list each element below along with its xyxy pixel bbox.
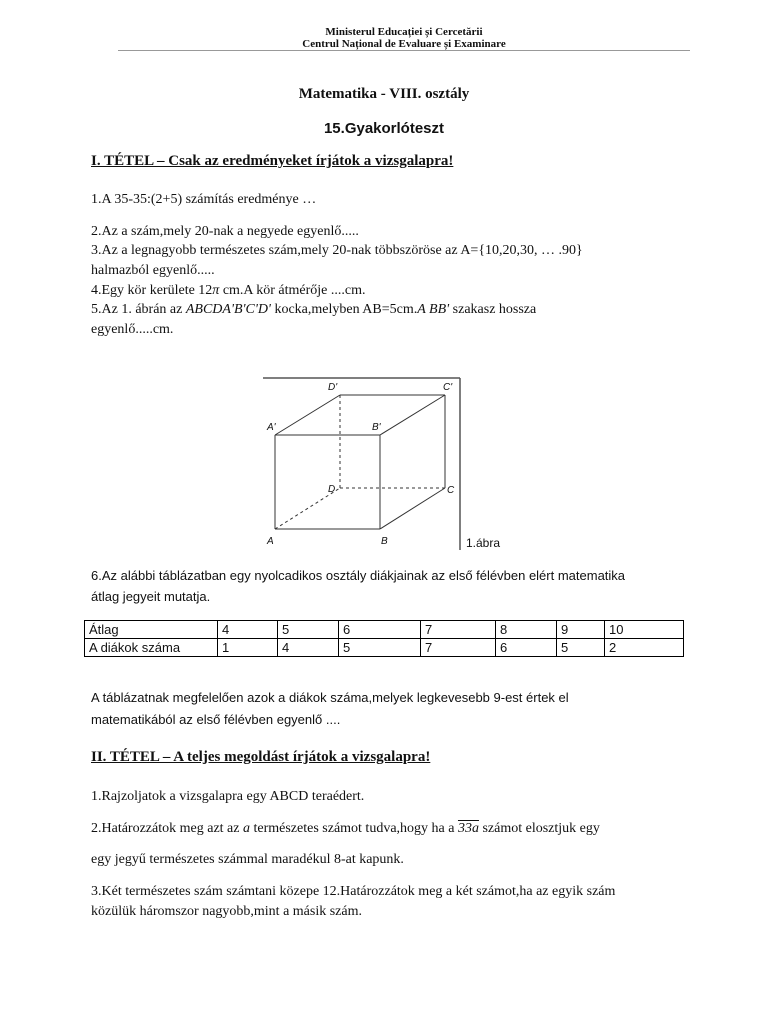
table-cell: 9 xyxy=(557,621,605,639)
test-subtitle: 15.Gyakorlóteszt xyxy=(323,120,445,137)
table-cell: 2 xyxy=(605,639,684,657)
table-cell: 5 xyxy=(557,639,605,657)
question-1-5-line2: egyenlő.....cm. xyxy=(91,322,174,337)
cube-figure xyxy=(255,372,515,554)
table-cell: 8 xyxy=(496,621,557,639)
label-aprime: A' xyxy=(267,422,276,433)
question-1-6-line1: 6.Az alábbi táblázatban egy nyolcadikos osztály diákjainak az első félévben elért matematika xyxy=(91,568,626,583)
section2-title: II. TÉTEL – A teljes megoldást írjátok a vizsgalapra! xyxy=(91,749,431,765)
table-cell: 7 xyxy=(421,621,496,639)
question-1-6-ask-line1: A táblázatnak megfelelően azok a diákok száma,melyek legkevesebb 9-est értek el xyxy=(91,690,569,705)
label-b: B xyxy=(381,536,388,547)
question-1-4 xyxy=(91,281,366,301)
table-cell: 4 xyxy=(218,621,278,639)
table-cell: 6 xyxy=(496,639,557,657)
table-row xyxy=(85,639,684,657)
q2-variable: a xyxy=(242,821,250,836)
q5-text-b: kocka,melyben AB=5cm. xyxy=(270,302,418,317)
label-a: A xyxy=(267,536,274,547)
q5-segment: A BB' xyxy=(417,302,450,317)
table-cell: 6 xyxy=(339,621,421,639)
question-2-1: 1.Rajzoljatok a vizsgalapra egy ABCD teraédert. xyxy=(91,789,365,804)
table-cell: Átlag xyxy=(85,621,218,639)
label-bprime: B' xyxy=(372,422,381,433)
edge-aprime-dprime xyxy=(275,395,340,435)
table-cell: A diákok száma xyxy=(85,639,218,657)
question-1-3-line2: halmazból egyenlő..... xyxy=(91,263,215,278)
question-1-6-line2: átlag jegyeit mutatja. xyxy=(91,589,211,604)
edge-bprime-cprime xyxy=(380,395,445,435)
question-2-2-line2: egy jegyű természetes számmal maradékul 8-at kapunk. xyxy=(91,852,404,867)
question-1-5-line1 xyxy=(91,300,536,320)
q2-number: 33a xyxy=(457,821,479,836)
question-1-6-ask-line2: matematikából az első félévben egyenlő .... xyxy=(91,712,341,727)
question-1-2: 2.Az a szám,mely 20-nak a negyede egyenlő..... xyxy=(91,224,359,239)
q2-text-c: számot elosztjuk egy xyxy=(478,821,600,836)
header-divider xyxy=(118,50,690,51)
table-cell: 4 xyxy=(278,639,339,657)
question-1-3-line1: 3.Az a legnagyobb természetes szám,mely 20-nak többszöröse az A={10,20,30, … .90} xyxy=(91,243,583,258)
table-cell: 7 xyxy=(421,639,496,657)
table-cell: 10 xyxy=(605,621,684,639)
question-1-1: 1.A 35-35:(2+5) számítás eredménye … xyxy=(91,192,317,207)
q5-text-c: szakasz hossza xyxy=(449,302,537,317)
q4-text-b: cm.A kör átmérője ....cm. xyxy=(219,283,366,298)
q2-text-a: 2.Határozzátok meg azt az xyxy=(91,821,243,836)
table-cell: 5 xyxy=(339,639,421,657)
q5-text-a: 5.Az 1. ábrán az xyxy=(91,302,186,317)
label-c: C xyxy=(447,485,455,496)
q2-text-b: természetes számot tudva,hogy ha a xyxy=(249,821,458,836)
ministry-name: Ministerul Educației și Cercetării xyxy=(325,26,483,38)
edge-b-c xyxy=(380,488,445,529)
center-name: Centrul Național de Evaluare și Examinare xyxy=(302,38,506,50)
label-cprime: C' xyxy=(443,382,453,393)
q5-cube-name: ABCDA'B'C'D' xyxy=(185,302,271,317)
question-2-3-line2: közülük háromszor nagyobb,mint a másik szám. xyxy=(91,904,362,919)
page-title: Matematika - VIII. osztály xyxy=(298,86,470,102)
label-dprime: D' xyxy=(328,382,338,393)
pi-symbol: π xyxy=(212,283,220,298)
grades-table xyxy=(84,620,684,657)
label-d: D xyxy=(328,484,336,495)
question-2-2-line1 xyxy=(91,819,600,839)
table-row xyxy=(85,621,684,639)
question-2-3-line1: 3.Két természetes szám számtani közepe 12.Határozzátok meg a két számot,ha az egyik szám xyxy=(91,884,616,899)
q4-text-a: 4.Egy kör kerülete 12 xyxy=(91,283,213,298)
figure-caption: 1.ábra xyxy=(466,536,501,550)
table-cell: 1 xyxy=(218,639,278,657)
table-cell: 5 xyxy=(278,621,339,639)
section1-title: I. TÉTEL – Csak az eredményeket írjátok a vizsgalapra! xyxy=(91,153,454,169)
